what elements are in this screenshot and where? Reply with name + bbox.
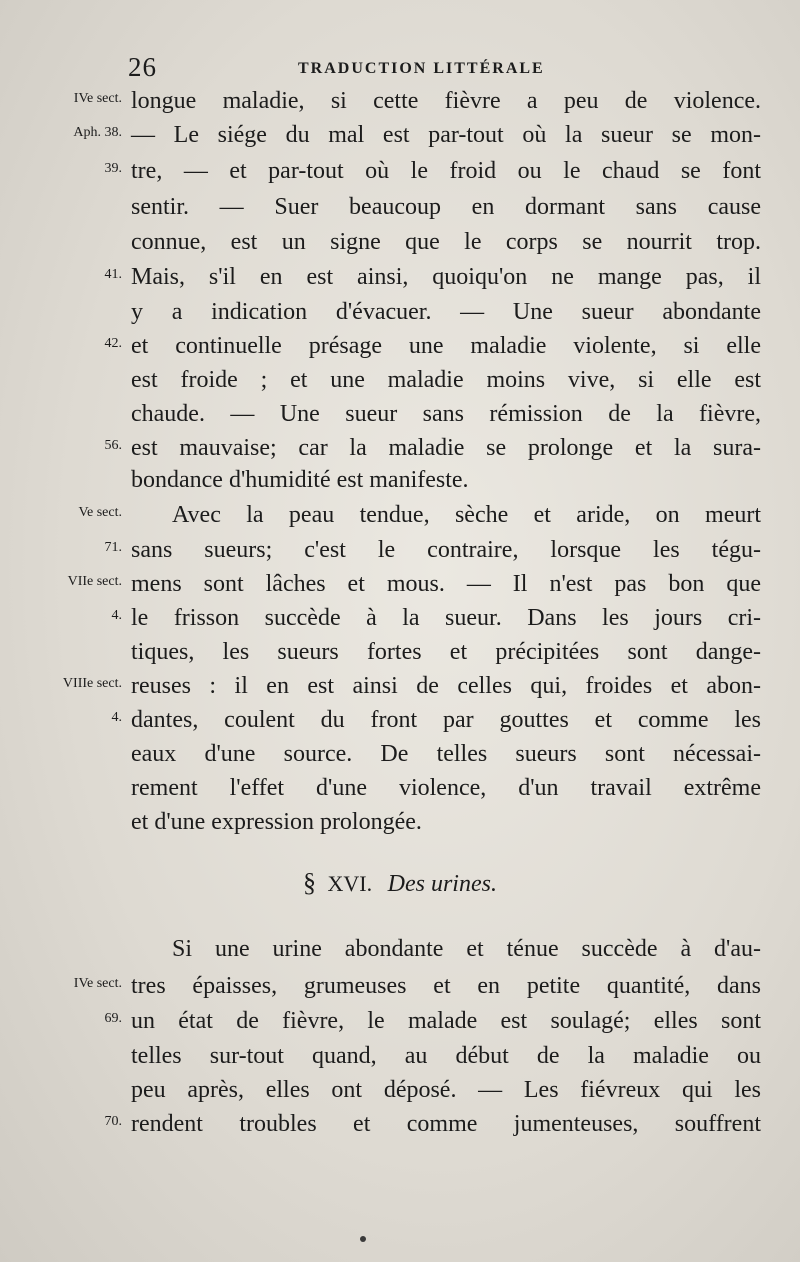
margin-note: 56. [104, 438, 122, 453]
line-text: tres épaisses, grumeuses et en petite quantité, dans [131, 973, 761, 999]
line-text: dantes, coulent du front par gouttes et comme les [131, 707, 761, 733]
line-text: rement l'effet d'une violence, d'un travail extrême [131, 775, 761, 801]
text-line [0, 636, 800, 668]
line-text: est froide ; et une maladie moins vive, si elle est [131, 367, 761, 393]
line-text: sentir. — Suer beaucoup en dormant sans cause [131, 194, 761, 220]
section-symbol: § [303, 868, 317, 897]
running-title: TRADUCTION LITTÉRALE [298, 60, 545, 77]
text-line [0, 602, 800, 634]
text-line [0, 568, 800, 600]
text-line [0, 191, 800, 223]
line-text: un état de fièvre, le malade est soulagé; elles sont [131, 1008, 761, 1034]
ink-spot [360, 1236, 366, 1242]
line-text: longue maladie, si cette fièvre a peu de violence. [131, 88, 761, 114]
section-heading [0, 868, 800, 898]
text-line [0, 933, 800, 965]
line-text: y a indication d'évacuer. — Une sueur abondante [131, 299, 761, 325]
text-line [0, 970, 800, 1002]
line-text: et d'une expression prolongée. [131, 809, 422, 835]
text-line [0, 772, 800, 804]
text-line [0, 330, 800, 362]
page-header [0, 52, 800, 88]
margin-note: 70. [104, 1114, 122, 1129]
margin-note: IVe sect. [73, 91, 122, 106]
text-line [0, 738, 800, 770]
text-line [0, 670, 800, 702]
line-text: tre, — et par-tout où le froid ou le chaud se font [131, 158, 761, 184]
line-text: peu après, elles ont déposé. — Les fiévreux qui les [131, 1077, 761, 1103]
text-line [0, 704, 800, 736]
line-text: le frisson succède à la sueur. Dans les jours cri- [131, 605, 761, 631]
margin-note: 41. [104, 267, 122, 282]
margin-note: 69. [104, 1011, 122, 1026]
text-line [0, 119, 800, 151]
text-line [0, 226, 800, 258]
text-line [0, 1040, 800, 1072]
line-text: tiques, les sueurs fortes et précipitées sont dange- [131, 639, 761, 665]
line-text: Avec la peau tendue, sèche et aride, on meurt [172, 502, 761, 528]
margin-note: Ve sect. [78, 505, 122, 520]
text-line [0, 806, 800, 838]
margin-note: 71. [104, 540, 122, 555]
text-line [0, 85, 800, 117]
margin-note: VIIIe sect. [62, 676, 122, 691]
text-line [0, 1074, 800, 1106]
text-line [0, 432, 800, 464]
line-text: connue, est un signe que le corps se nourrit trop. [131, 229, 761, 255]
margin-note: Aph. 38. [73, 125, 122, 140]
line-text: et continuelle présage une maladie violente, si elle [131, 333, 761, 359]
section-title: Des urines. [387, 871, 497, 897]
margin-note: 42. [104, 336, 122, 351]
line-text: telles sur-tout quand, au début de la maladie ou [131, 1043, 761, 1069]
line-text: est mauvaise; car la maladie se prolonge et la sura- [131, 435, 761, 461]
line-text: sans sueurs; c'est le contraire, lorsque les tégu- [131, 537, 761, 563]
text-line [0, 534, 800, 566]
line-text: rendent troubles et comme jumenteuses, souffrent [131, 1111, 761, 1137]
margin-note: 4. [111, 710, 122, 725]
line-text: — Le siége du mal est par-tout où la sueur se mon- [131, 122, 761, 148]
line-text: Si une urine abondante et ténue succède à d'au- [172, 936, 761, 962]
section-number: XVI. [327, 871, 373, 896]
line-text: chaude. — Une sueur sans rémission de la fièvre, [131, 401, 761, 427]
line-text: reuses : il en est ainsi de celles qui, froides et abon- [131, 673, 761, 699]
margin-note: 4. [111, 608, 122, 623]
text-line [0, 499, 800, 531]
text-line [0, 296, 800, 328]
text-line [0, 155, 800, 187]
text-line [0, 464, 800, 496]
margin-note: IVe sect. [73, 976, 122, 991]
margin-note: 39. [104, 161, 122, 176]
page-number: 26 [128, 52, 157, 82]
line-text: Mais, s'il en est ainsi, quoiqu'on ne mange pas, il [131, 264, 761, 290]
text-line [0, 1108, 800, 1140]
line-text: bondance d'humidité est manifeste. [131, 467, 469, 493]
text-line [0, 261, 800, 293]
line-text: mens sont lâches et mous. — Il n'est pas bon que [131, 571, 761, 597]
text-line [0, 398, 800, 430]
text-line [0, 1005, 800, 1037]
margin-note: VIIe sect. [67, 574, 122, 589]
line-text: eaux d'une source. De telles sueurs sont nécessai- [131, 741, 761, 767]
text-line [0, 364, 800, 396]
